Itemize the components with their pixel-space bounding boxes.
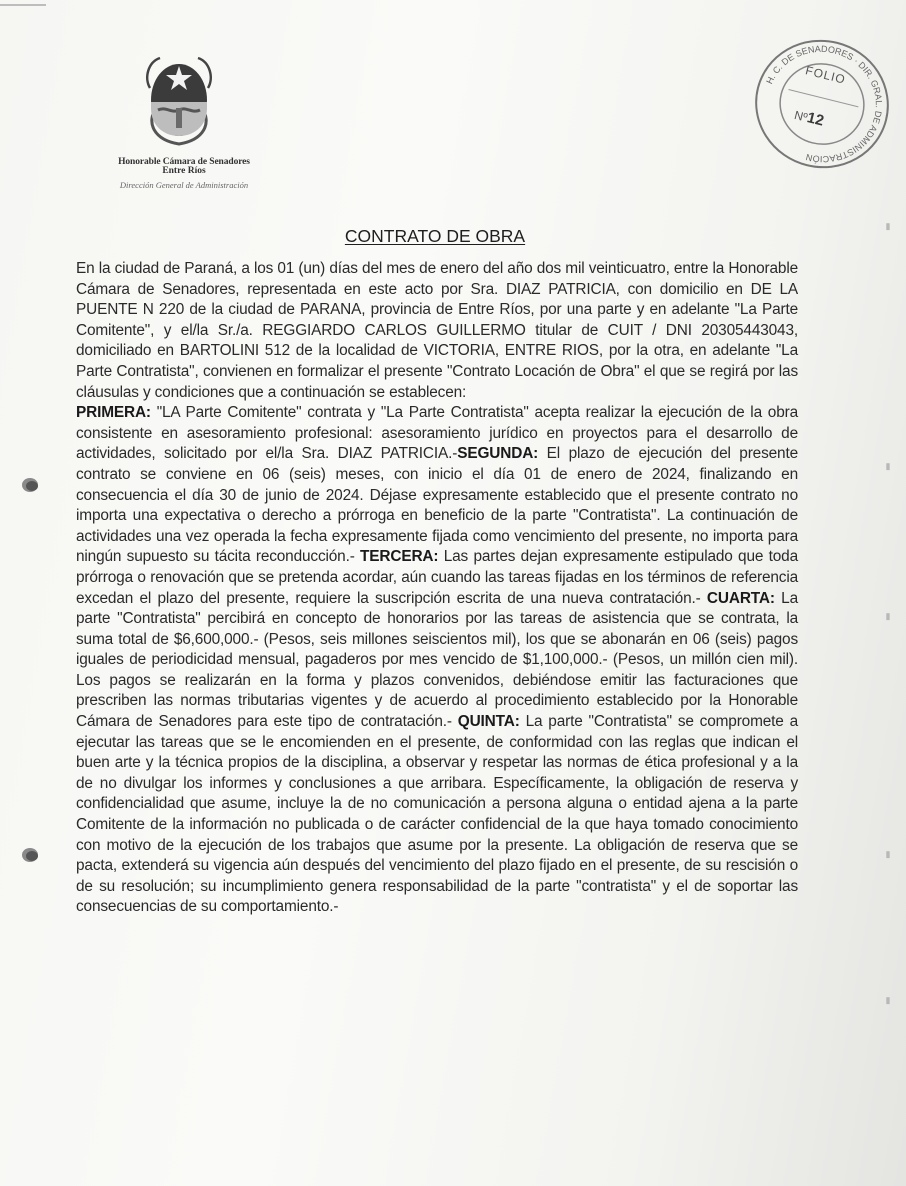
clause-quinta-label: QUINTA: [457, 713, 520, 731]
clause-cuarta-label: CUARTA: [706, 589, 775, 607]
folio-stamp [738, 23, 906, 185]
clause-primera-text: "LA Parte Comitente" contrata y "La Parte Contratista" acepta realizar la ejecución de la obra consistente en asesoramiento profesional: asesoramiento jurídico en proyectos para el desarrollo de actividades, solicitado por el/la Sra. DIAZ PATRICIA.- [76, 404, 798, 463]
intro-paragraph [76, 259, 798, 403]
clause-primera-label: PRIMERA: [76, 404, 151, 422]
binder-hole-bottom [20, 844, 40, 864]
contract-body [76, 259, 798, 918]
intro-text: En la ciudad de Paraná, a los 01 (un) días del mes de enero del año dos mil veinticuatro, entre la Honorable Cámara de Senadores, representada en este acto por Sra. DIAZ PATRICIA, con domicilio en DE LA PUENTE N 220 de la ciudad de PARANA, provincia de Entre Ríos, por una parte y en adelante "La Parte Comitente", y el/la Sr./a. REGGIARDO CARLOS GUILLERMO titular de CUIT / DNI 20305443043, domiciliado en BARTOLINI 512 de la localidad de VICTORIA, ENTRE RIOS, por la otra, en adelante "La Parte Contratista", convienen en formalizar el presente "Contrato Locación de Obra" el que se regirá por las cláusulas y condiciones que a continuación se establecen: [76, 260, 798, 401]
bleed-through-mark: ▮ [884, 850, 894, 860]
letterhead-province: Entre Ríos [162, 166, 206, 176]
bleed-through-mark: ▮ [884, 222, 894, 232]
letterhead-department: Dirección General de Administración [119, 180, 249, 190]
coat-of-arms-emblem [136, 48, 222, 148]
binder-hole-top [20, 474, 40, 494]
letterhead [64, 157, 304, 190]
clause-tercera-text: Las partes dejan expresamente estipulado que toda prórroga o renovación que se pretenda acordar, aún cuando las tareas fijadas en los términos de referencia excedan el plazo del presente, requiere la suscripción escrita de una nueva contratación.- [76, 548, 798, 607]
stamp-number-value: 12 [805, 109, 826, 130]
clauses-paragraph [76, 403, 798, 918]
bleed-through-mark: ▮ [884, 462, 894, 472]
clause-segunda-label: SEGUNDA: [457, 445, 539, 463]
clause-quinta-text: La parte "Contratista" se compromete a ejecutar las tareas que se le encomienden en el presente, de conformidad con las reglas que indican el buen arte y la técnica propios de la disciplina, a observar y respetar las normas de ética profesional y a la de no divulgar los informes y conclusiones a que arribara. Específicamente, la obligación de reserva y confidencialidad que asume, incluye la de no comunicación a persona alguna o entidad ajena a la parte Comitente de la información no publicada o de carácter confidencial de la que haya tomado conocimiento con motivo de la ejecución de los trabajos que asume por la presente. La obligación de reserva que se pacta, extenderá su vigencia aún después del vencimiento del plazo fijado en el presente, de su rescisión o de su resolución; su incumplimiento genera responsabilidad de la parte "contratista" y el de soportar las consecuencias de su comportamiento.- [76, 713, 798, 916]
stamp-number-prefix: Nº [792, 107, 809, 125]
stamp-folio-label: FOLIO [804, 63, 848, 87]
scan-edge-mark [0, 4, 46, 6]
stamp-ring-text: H. C. DE SENADORES · DIR. GRAL. DE ADMINISTRACIÓN [764, 43, 884, 165]
document-title: CONTRATO DE OBRA [344, 226, 526, 246]
letterhead-institution: Honorable Cámara de Senadores [118, 157, 250, 167]
clause-tercera-label: TERCERA: [360, 548, 439, 566]
bleed-through-mark: ▮ [884, 612, 894, 622]
bleed-through-mark: ▮ [884, 996, 894, 1006]
clause-segunda-text: El plazo de ejecución del presente contrato se conviene en 06 (seis) meses, con inicio el día 01 de enero de 2024, finalizando en consecuencia el día 30 de junio de 2024. Déjase expresamente establecido que el presente contrato no importa una expectativa o derecho a prórroga en beneficio de la parte "Contratista". La continuación de actividades una vez operada la fecha expresamente fijada como vencimiento del presente, no importa para ningún supuesto su tácita reconducción.- [76, 445, 798, 566]
clause-cuarta-text: La parte "Contratista" percibirá en concepto de honorarios por las tareas de asistencia que se contrata, la suma total de $6,600,000.- (Pesos, seis millones seiscientos mil), los que se abonarán en 06 (seis) pagos iguales de periodicidad mensual, pagaderos por mes vencido de $1,100,000.- (Pesos, un millón cien mil). Los pagos se realizarán en la forma y plazos convenidos, debiéndose emitir las facturaciones que prescriben las normas tributarias vigentes y de acuerdo al procedimiento establecido por la Honorable Cámara de Senadores para este tipo de contratación.- [76, 589, 798, 731]
